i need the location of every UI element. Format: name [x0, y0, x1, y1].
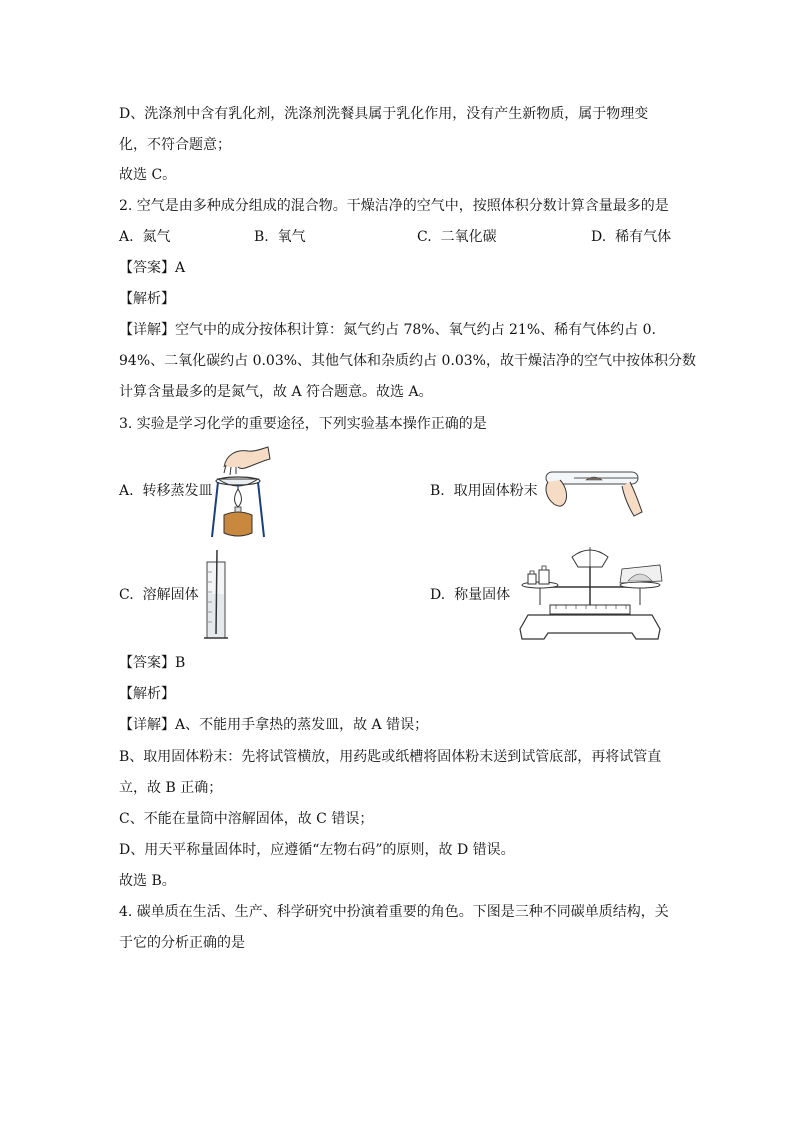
q3-analysis-heading: 【解析】: [119, 686, 175, 702]
q2-option-b: [254, 227, 306, 247]
q2-option-d: [591, 227, 671, 247]
q3-answer: 【答案】B: [119, 655, 186, 671]
q2-detail-line1: 【详解】空气中的成分按体积计算：氮气约占 78%、氧气约占 21%、稀有气体约占 0.: [119, 322, 656, 338]
option-letter: B.: [254, 229, 269, 245]
q3-detail-line2: B、取用固体粉末：先将试管横放，用药匙或纸槽将固体粉末送到试管底部，再将试管直: [119, 749, 662, 765]
option-text: 取用固体粉末: [453, 483, 538, 499]
q3-conclusion: 故选 B。: [119, 873, 176, 889]
q3-detail-line4: C、不能在量筒中溶解固体，故 C 错误；: [119, 811, 374, 827]
q3-option-d: [430, 585, 510, 605]
option-text: 氮气: [142, 229, 171, 245]
option-text: 溶解固体: [142, 587, 199, 603]
figure-a-evaporating-dish: [204, 445, 272, 540]
q2-detail-line2: 94%、二氧化碳约占 0.03%、其他气体和杂质约占 0.03%，故干燥洁净的空气中按体积分数: [119, 353, 696, 369]
q3-detail-line5: D、用天平称量固体时，应遵循“左物右码”的原则，故 D 错误。: [119, 842, 515, 858]
q2-answer: 【答案】A: [119, 260, 186, 276]
q2-detail-line3: 计算含量最多的是氮气，故 A 符合题意。故选 A。: [119, 384, 433, 400]
q1-option-d-line1: D、洗涤剂中含有乳化剂，洗涤剂洗餐具属于乳化作用，没有产生新物质，属于物理变: [119, 106, 649, 122]
q1-conclusion: 故选 C。: [119, 167, 177, 183]
q3-option-b: [430, 481, 538, 501]
q3-option-a: [119, 481, 212, 501]
q3-stem: 3. 实验是学习化学的重要途径，下列实验基本操作正确的是: [119, 416, 487, 432]
option-letter: C.: [417, 229, 432, 245]
option-letter: A.: [119, 229, 134, 245]
option-letter: A.: [119, 483, 134, 499]
option-text: 稀有气体: [615, 229, 672, 245]
q4-stem-line2: 于它的分析正确的是: [119, 935, 245, 951]
option-letter: D.: [430, 587, 446, 603]
q3-detail-line1: 【详解】A、不能用手拿热的蒸发皿，故 A 错误；: [119, 717, 429, 733]
q3-detail-line3: 立，故 B 正确；: [119, 780, 223, 796]
q4-stem-line1: 4. 碳单质在生活、生产、科学研究中扮演着重要的角色。下图是三种不同碳单质结构，关: [119, 904, 669, 920]
option-text: 氧气: [277, 229, 306, 245]
option-text: 二氧化碳: [440, 229, 497, 245]
q3-option-c: [119, 585, 199, 605]
q2-analysis-heading: 【解析】: [119, 291, 175, 307]
figure-b-test-tube-powder: [538, 460, 648, 520]
q2-option-a: [119, 227, 170, 247]
option-letter: C.: [119, 587, 134, 603]
q1-option-d-line2: 化，不符合题意；: [119, 137, 231, 153]
figure-c-graduated-cylinder: [202, 548, 232, 643]
q2-stem: 2. 空气是由多种成分组成的混合物。干燥洁净的空气中，按照体积分数计算含量最多的是: [119, 198, 669, 214]
option-text: 称量固体: [454, 587, 511, 603]
option-letter: B.: [430, 483, 445, 499]
option-letter: D.: [591, 229, 607, 245]
option-text: 转移蒸发皿: [142, 483, 213, 499]
q2-option-c: [417, 227, 497, 247]
figure-d-balance: [510, 543, 670, 645]
